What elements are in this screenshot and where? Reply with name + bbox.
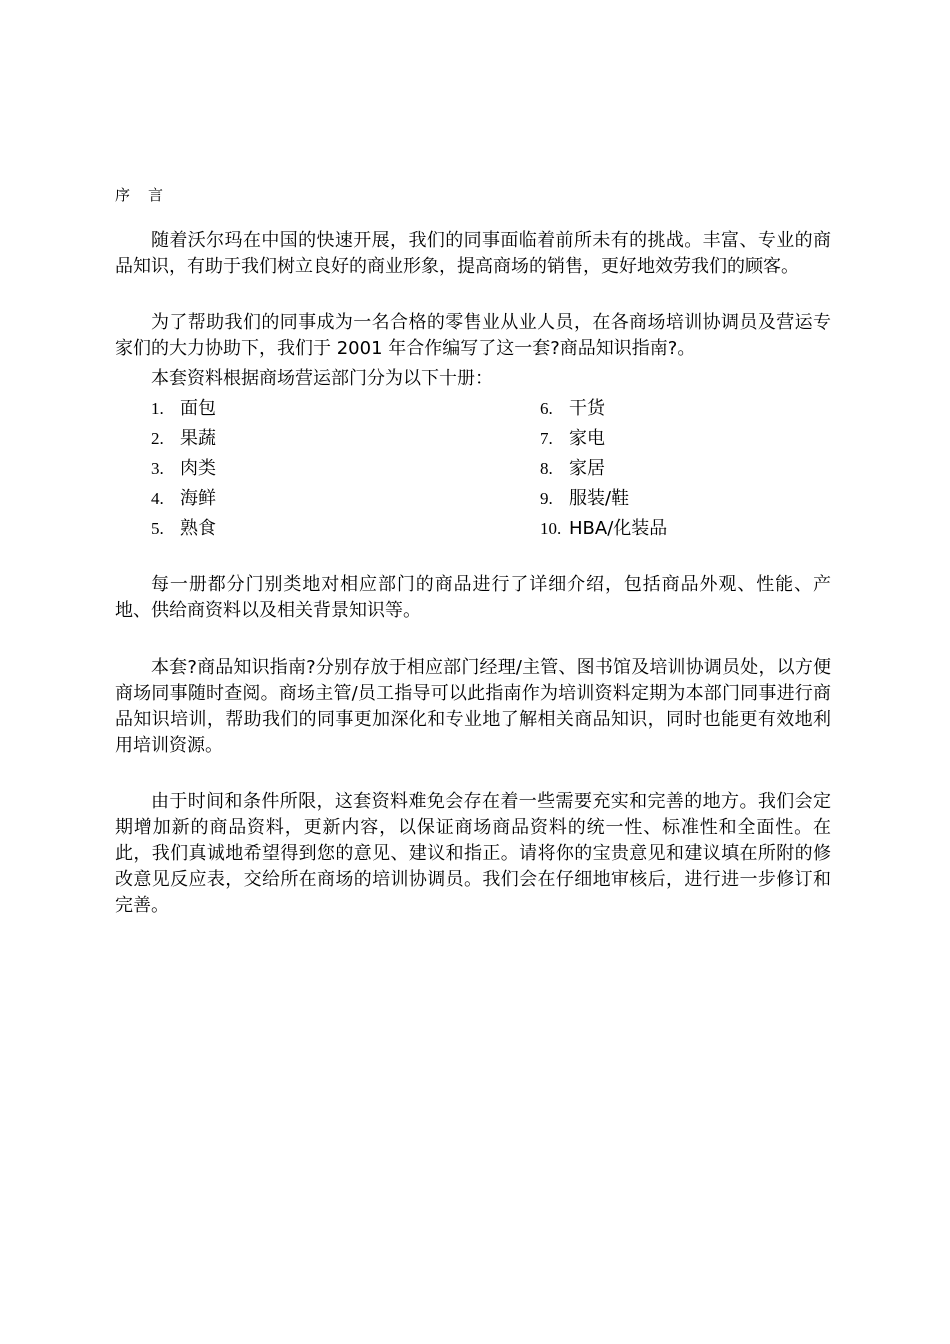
list-item [151, 484, 216, 514]
list-item-label: 肉类 [180, 458, 216, 479]
paragraph-purpose: 为了帮助我们的同事成为一名合格的零售业从业人员，在各商场培训协调员及营运专家们的大力协助下，我们于 2001 年合作编写了这一套?商品知识指南?。 [115, 312, 831, 359]
paragraph-volumes-intro: 本套资料根据商场营运部门分为以下十册： [151, 368, 493, 389]
list-item-number: 1. [151, 399, 164, 418]
list-item-label: 家电 [569, 428, 605, 449]
paragraph-intro: 随着沃尔玛在中国的快速开展，我们的同事面临着前所未有的挑战。丰富、专业的商品知识，有助于我们树立良好的商业形象，提高商场的销售，更好地效劳我们的顾客。 [115, 230, 831, 277]
list-item [540, 394, 605, 424]
list-item-label: 干货 [569, 398, 605, 419]
list-item-number: 8. [540, 459, 553, 478]
list-item-number: 4. [151, 489, 164, 508]
list-item-number: 9. [540, 489, 553, 508]
list-item-number: 7. [540, 429, 553, 448]
list-item [151, 454, 216, 484]
list-item-label: HBA/化装品 [569, 518, 668, 539]
paragraph-content-description: 每一册都分门别类地对相应部门的商品进行了详细介绍，包括商品外观、性能、产地、供给商资料以及相关背景知识等。 [115, 574, 831, 621]
list-item [540, 424, 605, 454]
paragraph-usage: 本套?商品知识指南?分别存放于相应部门经理/主管、图书馆及培训协调员处，以方便商场同事随时查阅。商场主管/员工指导可以此指南作为培训资料定期为本部门同事进行商品知识培训，帮助我们的同事更加深化和专业地了解相关商品知识，同时也能更有效地利用培训资源。 [115, 657, 831, 756]
list-item-label: 家居 [569, 458, 605, 479]
list-item [151, 514, 216, 544]
list-item-label: 果蔬 [180, 428, 216, 449]
paragraph-feedback: 由于时间和条件所限，这套资料难免会存在着一些需要充实和完善的地方。我们会定期增加新的商品资料，更新内容，以保证商场商品资料的统一性、标准性和全面性。在此，我们真诚地希望得到您的意见、建议和指正。请将你的宝贵意见和建议填在所附的修改意见反应表，交给所在商场的培训协调员。我们会在仔细地审核后，进行进一步修订和完善。 [115, 791, 831, 916]
list-item [540, 454, 605, 484]
list-item [151, 394, 216, 424]
list-item-label: 服装/鞋 [569, 488, 630, 509]
list-item-number: 6. [540, 399, 553, 418]
list-item-number: 5. [151, 519, 164, 538]
volume-list [115, 394, 831, 544]
list-item-label: 海鲜 [180, 488, 216, 509]
list-item-label: 面包 [180, 398, 216, 419]
list-item-label: 熟食 [180, 518, 216, 539]
page-title: 序言 [115, 186, 182, 204]
list-item [540, 514, 667, 544]
list-item-number: 2. [151, 429, 164, 448]
list-item [151, 424, 216, 454]
list-item-number: 10. [540, 519, 562, 538]
list-item [540, 484, 629, 514]
list-item-number: 3. [151, 459, 164, 478]
